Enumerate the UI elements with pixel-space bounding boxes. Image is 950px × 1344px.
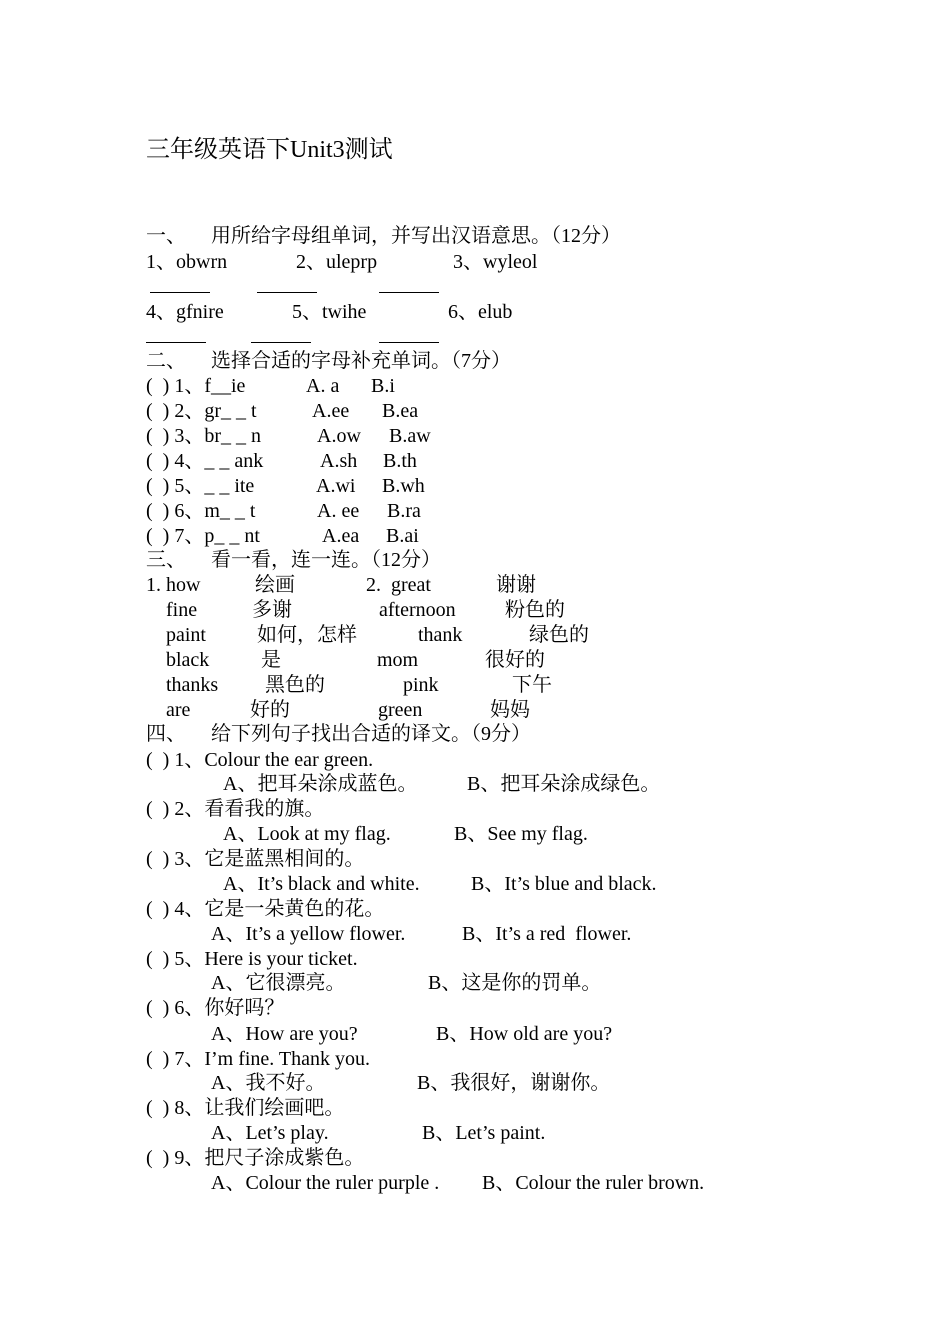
match-meaning-right-4[interactable]: 很好的 [485, 649, 545, 671]
translation-option-b-3[interactable]: B、It’s blue and black. [471, 873, 657, 895]
translation-question-9: ( ) 9、把尺子涂成紫色。 [146, 1147, 365, 1169]
translation-question-8: ( ) 8、让我们绘画吧。 [146, 1097, 345, 1119]
match-meaning-left-4[interactable]: 是 [261, 649, 281, 671]
answer-blank-3[interactable] [379, 292, 439, 293]
word-item-4: 4、gfnire [146, 301, 224, 323]
section-4-heading: 给下列句子找出合适的译文。（9分） [211, 723, 531, 745]
letter-option-a-4[interactable]: A.sh [320, 450, 358, 472]
translation-option-a-5[interactable]: A、它很漂亮。 [211, 972, 346, 994]
match-word-right-5[interactable]: pink [403, 674, 439, 696]
answer-blank-4[interactable] [146, 342, 206, 343]
letter-option-b-6[interactable]: B.ra [387, 500, 421, 522]
match-word-right-2[interactable]: afternoon [379, 599, 456, 621]
letter-question-5: ( ) 5、_ _ ite [146, 475, 255, 497]
letter-question-6: ( ) 6、m_ _ t [146, 500, 256, 522]
letter-question-3: ( ) 3、br_ _ n [146, 425, 261, 447]
match-word-left-5[interactable]: thanks [166, 674, 219, 696]
section-3-heading: 看一看，连一连。（12分） [211, 549, 441, 571]
answer-blank-2[interactable] [257, 292, 317, 293]
translation-option-b-6[interactable]: B、How old are you? [436, 1023, 613, 1045]
word-item-6: 6、elub [448, 301, 513, 323]
match-meaning-left-1[interactable]: 绘画 [255, 574, 295, 596]
match-meaning-right-1[interactable]: 谢谢 [496, 574, 536, 596]
match-meaning-left-6[interactable]: 好的 [250, 699, 290, 721]
translation-option-b-5[interactable]: B、这是你的罚单。 [428, 972, 602, 994]
translation-option-b-7[interactable]: B、我很好，谢谢你。 [417, 1072, 611, 1094]
match-meaning-right-5[interactable]: 下午 [512, 674, 552, 696]
translation-question-4: ( ) 4、它是一朵黄色的花。 [146, 898, 385, 920]
match-word-right-4[interactable]: mom [377, 649, 419, 671]
page-title: 三年级英语下Unit3测试 [146, 137, 393, 163]
translation-option-a-9[interactable]: A、Colour the ruler purple . [211, 1172, 440, 1194]
letter-option-a-2[interactable]: A.ee [312, 400, 350, 422]
match-word-left-1[interactable]: 1. how [146, 574, 201, 596]
letter-option-b-4[interactable]: B.th [383, 450, 417, 472]
translation-option-a-3[interactable]: A、It’s black and white. [223, 873, 420, 895]
translation-option-b-4[interactable]: B、It’s a red flower. [462, 923, 632, 945]
letter-option-a-7[interactable]: A.ea [322, 525, 360, 547]
letter-option-b-1[interactable]: B.i [371, 375, 395, 397]
translation-question-3: ( ) 3、它是蓝黑相间的。 [146, 848, 365, 870]
translation-option-a-1[interactable]: A、把耳朵涂成蓝色。 [223, 773, 418, 795]
letter-option-b-7[interactable]: B.ai [386, 525, 419, 547]
match-meaning-right-6[interactable]: 妈妈 [490, 699, 530, 721]
translation-option-b-9[interactable]: B、Colour the ruler brown. [482, 1172, 705, 1194]
match-word-left-4[interactable]: black [166, 649, 210, 671]
letter-question-2: ( ) 2、gr_ _ t [146, 400, 257, 422]
section-2-number: 二、 [146, 350, 186, 372]
translation-option-a-2[interactable]: A、Look at my flag. [223, 823, 391, 845]
translation-option-a-7[interactable]: A、我不好。 [211, 1072, 326, 1094]
letter-option-a-6[interactable]: A. ee [317, 500, 360, 522]
translation-question-2: ( ) 2、看看我的旗。 [146, 798, 325, 820]
translation-option-a-6[interactable]: A、How are you? [211, 1023, 358, 1045]
section-4-number: 四、 [146, 723, 186, 745]
answer-blank-5[interactable] [251, 342, 311, 343]
word-item-1: 1、obwrn [146, 251, 228, 273]
translation-question-1: ( ) 1、Colour the ear green. [146, 749, 374, 771]
letter-option-a-1[interactable]: A. a [306, 375, 340, 397]
match-word-left-6[interactable]: are [166, 699, 191, 721]
answer-blank-1[interactable] [150, 292, 210, 293]
translation-option-b-1[interactable]: B、把耳朵涂成绿色。 [467, 773, 661, 795]
letter-option-a-5[interactable]: A.wi [316, 475, 356, 497]
translation-option-a-8[interactable]: A、Let’s play. [211, 1122, 329, 1144]
letter-question-4: ( ) 4、_ _ ank [146, 450, 264, 472]
match-meaning-left-2[interactable]: 多谢 [252, 599, 292, 621]
match-word-left-3[interactable]: paint [166, 624, 206, 646]
answer-blank-6[interactable] [379, 342, 439, 343]
translation-question-7: ( ) 7、I’m fine. Thank you. [146, 1048, 371, 1070]
match-word-right-3[interactable]: thank [418, 624, 463, 646]
section-3-number: 三、 [146, 549, 186, 571]
letter-option-a-3[interactable]: A.ow [317, 425, 361, 447]
match-meaning-left-3[interactable]: 如何，怎样 [257, 624, 357, 646]
translation-option-b-8[interactable]: B、Let’s paint. [422, 1122, 546, 1144]
letter-option-b-5[interactable]: B.wh [382, 475, 425, 497]
word-item-5: 5、twihe [292, 301, 367, 323]
match-meaning-right-3[interactable]: 绿色的 [529, 624, 589, 646]
letter-question-7: ( ) 7、p_ _ nt [146, 525, 260, 547]
letter-option-b-2[interactable]: B.ea [382, 400, 419, 422]
translation-option-a-4[interactable]: A、It’s a yellow flower. [211, 923, 406, 945]
letter-question-1: ( ) 1、f__ie [146, 375, 246, 397]
word-item-2: 2、uleprp [296, 251, 378, 273]
section-1-number: 一、 [146, 225, 186, 247]
match-word-right-1[interactable]: 2. great [366, 574, 431, 596]
letter-option-b-3[interactable]: B.aw [389, 425, 431, 447]
section-1-heading: 用所给字母组单词，并写出汉语意思。（12分） [211, 225, 621, 247]
match-word-right-6[interactable]: green [378, 699, 423, 721]
word-item-3: 3、wyleol [453, 251, 538, 273]
match-meaning-right-2[interactable]: 粉色的 [505, 599, 565, 621]
translation-question-6: ( ) 6、你好吗？ [146, 997, 285, 1019]
section-2-heading: 选择合适的字母补充单词。（7分） [211, 350, 511, 372]
translation-question-5: ( ) 5、Here is your ticket. [146, 948, 358, 970]
translation-option-b-2[interactable]: B、See my flag. [454, 823, 588, 845]
match-meaning-left-5[interactable]: 黑色的 [265, 674, 325, 696]
match-word-left-2[interactable]: fine [166, 599, 198, 621]
